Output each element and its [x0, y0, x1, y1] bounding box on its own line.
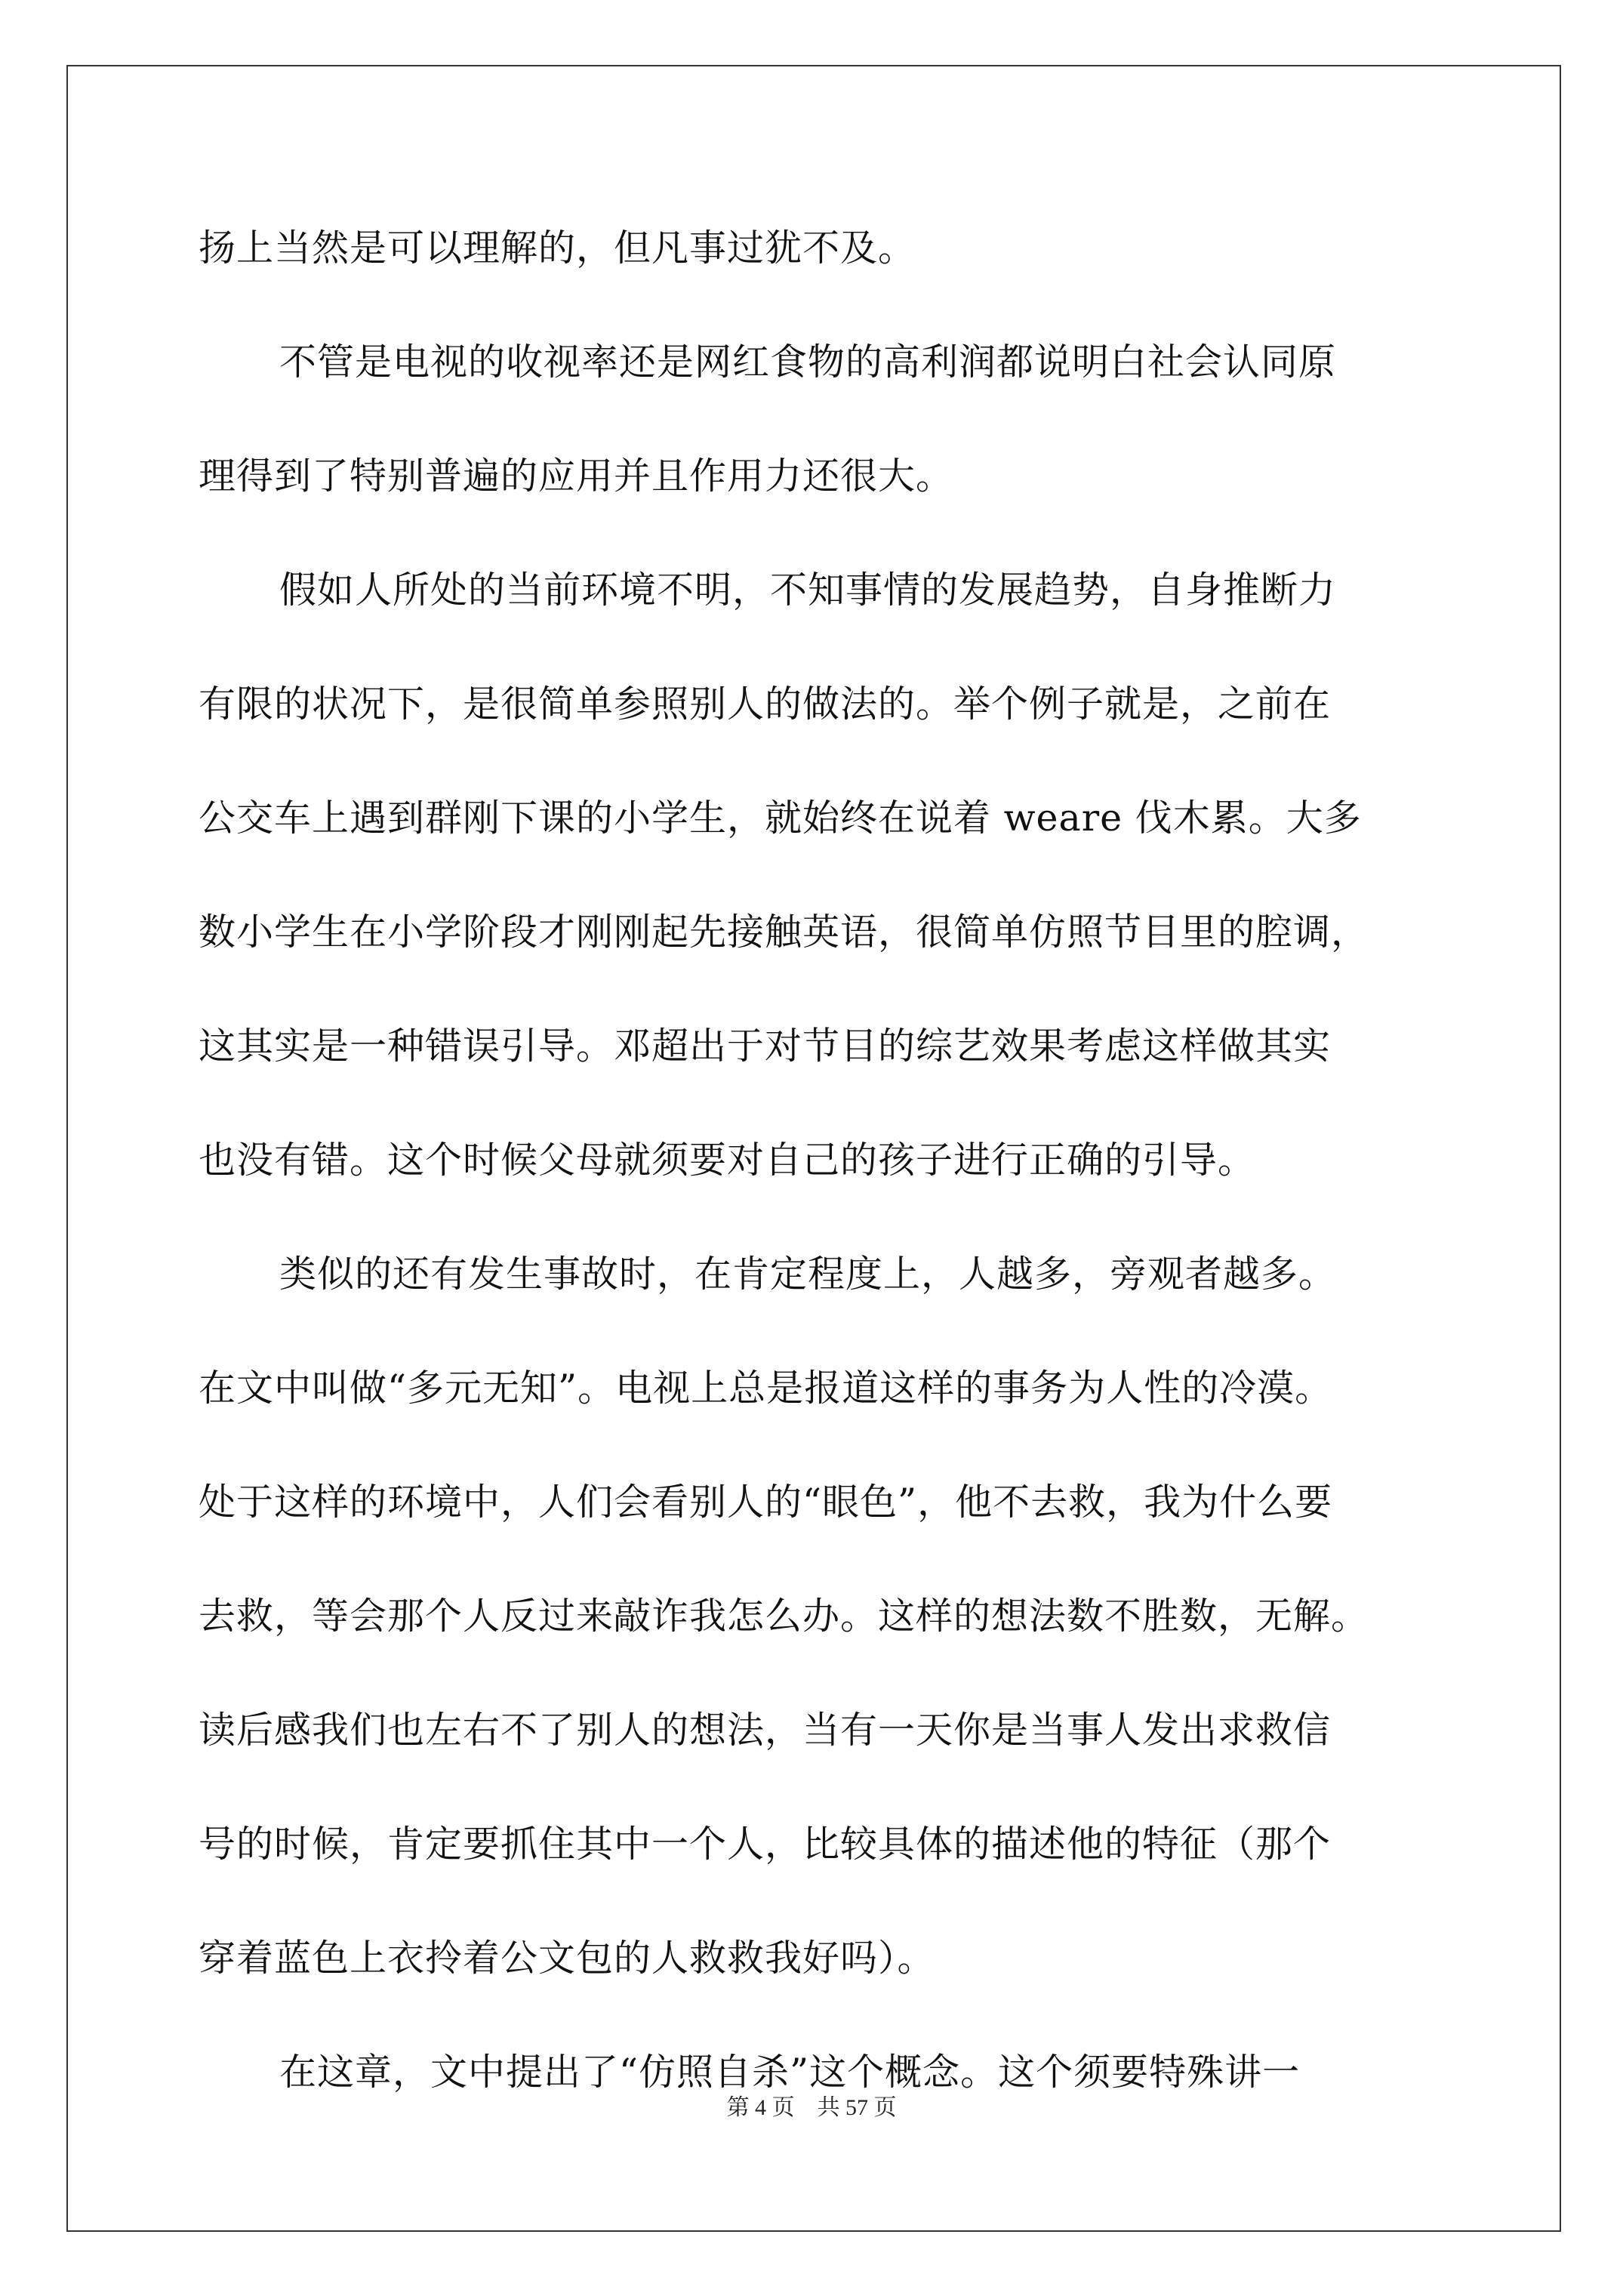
page-number: 第 4 页 共 57 页	[726, 2095, 897, 2120]
text-line: 公交车上遇到群刚下课的小学生，就始终在说着 weare 伐木累。大多	[199, 797, 1362, 840]
text-line: 这其实是一种错误引导。邓超出于对节目的综艺效果考虑这样做其实	[199, 1025, 1332, 1068]
text-line: 也没有错。这个时候父母就须要对自己的孩子进行正确的引导。	[199, 1139, 1256, 1182]
text-line: 去救，等会那个人反过来敲诈我怎么办。这样的想法数不胜数，无解。	[199, 1595, 1369, 1638]
text-line: 有限的状况下，是很简单参照别人的做法的。举个例子就是，之前在	[199, 683, 1332, 726]
text-line: 穿着蓝色上衣拎着公文包的人救救我好吗）。	[199, 1937, 935, 1980]
paragraph-first-line: 在这章，文中提出了“仿照自杀”这个概念。这个须要特殊讲一	[279, 2051, 1301, 2094]
text-line: 在文中叫做“多元无知”。电视上总是报道这样的事务为人性的冷漠。	[199, 1367, 1333, 1410]
text-line: 读后感我们也左右不了别人的想法，当有一天你是当事人发出求救信	[199, 1709, 1332, 1752]
paragraph-first-line: 不管是电视的收视率还是网红食物的高利润都说明白社会认同原	[279, 341, 1337, 384]
paragraph-first-line: 类似的还有发生事故时，在肯定程度上，人越多，旁观者越多。	[279, 1253, 1337, 1296]
text-line: 数小学生在小学阶段才刚刚起先接触英语，很简单仿照节目里的腔调，	[199, 911, 1369, 954]
page-footer	[0, 2093, 1623, 2123]
paragraph-first-line: 假如人所处的当前环境不明，不知事情的发展趋势，自身推断力	[279, 569, 1337, 612]
text-line: 处于这样的环境中，人们会看别人的“眼色”，他不去救，我为什么要	[199, 1481, 1333, 1524]
text-line: 扬上当然是可以理解的，但凡事过犹不及。	[199, 227, 916, 270]
text-line: 理得到了特别普遍的应用并且作用力还很大。	[199, 455, 954, 498]
text-line: 号的时候，肯定要抓住其中一个人，比较具体的描述他的特征（那个	[199, 1823, 1332, 1866]
